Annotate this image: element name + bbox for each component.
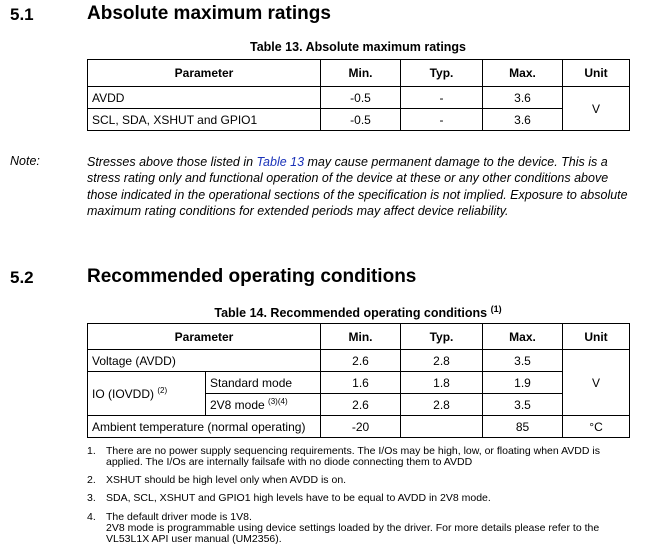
cell-typ: [401, 416, 483, 438]
note-text-start: Stresses above those listed in: [87, 155, 257, 169]
cell-typ: 1.8: [401, 372, 483, 394]
footnote-number: 4.: [87, 511, 96, 523]
footnote-text: There are no power supply sequencing requirements. The I/Os may be high, low, or floating when AVDD is applied. The I/Os are internally failsafe with no diode connecting them to AVDD: [106, 445, 600, 468]
footnote: [87, 446, 627, 470]
mode-footnote-ref: (3)(4): [268, 397, 288, 406]
header-min: Min.: [321, 324, 401, 350]
cell-max: 3.6: [483, 87, 563, 109]
cell-max: 3.6: [483, 109, 563, 131]
header-unit: Unit: [563, 60, 630, 87]
table-caption: [87, 304, 629, 320]
cell-max: 3.5: [483, 394, 563, 416]
cell-parameter: Voltage (AVDD): [88, 350, 321, 372]
cell-typ: 2.8: [401, 394, 483, 416]
header-min: Min.: [321, 60, 401, 87]
table-row: [88, 109, 630, 131]
header-parameter: Parameter: [88, 324, 321, 350]
footnote: [87, 493, 627, 505]
footnote-line: The default driver mode is 1V8.: [106, 511, 252, 523]
cell-min: 1.6: [321, 372, 401, 394]
cell-typ: -: [401, 109, 483, 131]
absolute-max-table: [87, 59, 630, 131]
section-title: Absolute maximum ratings: [87, 3, 331, 24]
table-row: [88, 87, 630, 109]
header-typ: Typ.: [401, 324, 483, 350]
footnote-line: 2V8 mode is programmable using device settings loaded by the driver. For more details please refer to the VL53L1X API user manual (UM2356).: [106, 522, 600, 545]
footnote-number: 1.: [87, 445, 96, 457]
table-row: [88, 350, 630, 372]
header-unit: Unit: [563, 324, 630, 350]
note-text-end: may cause permanent damage to the device. This is a stress rating only and functional operation of the device at these or any other conditions above those indicated in the operational sections of the specification is not implied. Exposure to absolute maximum rating conditions for extended periods may affect device reliability.: [87, 155, 628, 219]
section-number: 5.2: [10, 268, 34, 287]
footnote: [87, 475, 627, 487]
note-text: [87, 154, 632, 220]
cell-typ: 2.8: [401, 350, 483, 372]
cell-parameter: [88, 372, 206, 416]
cell-unit: V: [563, 87, 630, 131]
footnote-text: XSHUT should be high level only when AVDD is on.: [106, 474, 347, 486]
cell-min: -20: [321, 416, 401, 438]
cell-max: 3.5: [483, 350, 563, 372]
header-parameter: Parameter: [88, 60, 321, 87]
cell-min: -0.5: [321, 109, 401, 131]
table-row: [88, 372, 630, 394]
recommended-conditions-table: [87, 323, 630, 438]
note-label: Note:: [10, 154, 40, 168]
cell-max: 85: [483, 416, 563, 438]
cell-typ: -: [401, 87, 483, 109]
header-typ: Typ.: [401, 60, 483, 87]
table-13-link[interactable]: Table 13: [256, 155, 305, 169]
footnote-text: SDA, SCL, XSHUT and GPIO1 high levels have to be equal to AVDD in 2V8 mode.: [106, 492, 491, 504]
table-header-row: [88, 60, 630, 87]
cell-min: 2.6: [321, 394, 401, 416]
table-caption-footnote-ref: (1): [490, 304, 502, 314]
footnote-number: 3.: [87, 492, 96, 504]
cell-parameter: Ambient temperature (normal operating): [88, 416, 321, 438]
mode-label: 2V8 mode: [210, 398, 265, 412]
header-max: Max.: [483, 324, 563, 350]
cell-mode: [206, 394, 321, 416]
cell-parameter: SCL, SDA, XSHUT and GPIO1: [88, 109, 321, 131]
table-row: [88, 416, 630, 438]
footnote: [87, 512, 627, 548]
cell-unit: V: [563, 350, 630, 416]
footnote-text: [106, 512, 626, 545]
header-max: Max.: [483, 60, 563, 87]
cell-max: 1.9: [483, 372, 563, 394]
footnote-number: 2.: [87, 474, 96, 486]
cell-unit: °C: [563, 416, 630, 438]
io-footnote-ref: (2): [157, 386, 168, 395]
cell-mode: Standard mode: [206, 372, 321, 394]
cell-min: -0.5: [321, 87, 401, 109]
table-caption: Table 13. Absolute maximum ratings: [249, 40, 467, 54]
section-title: Recommended operating conditions: [87, 266, 417, 287]
cell-min: 2.6: [321, 350, 401, 372]
section-number: 5.1: [10, 5, 34, 24]
table-caption-text: Table 14. Recommended operating conditions: [214, 306, 488, 321]
table-header-row: [88, 324, 630, 350]
cell-parameter: AVDD: [88, 87, 321, 109]
io-label: IO (IOVDD): [92, 387, 154, 401]
